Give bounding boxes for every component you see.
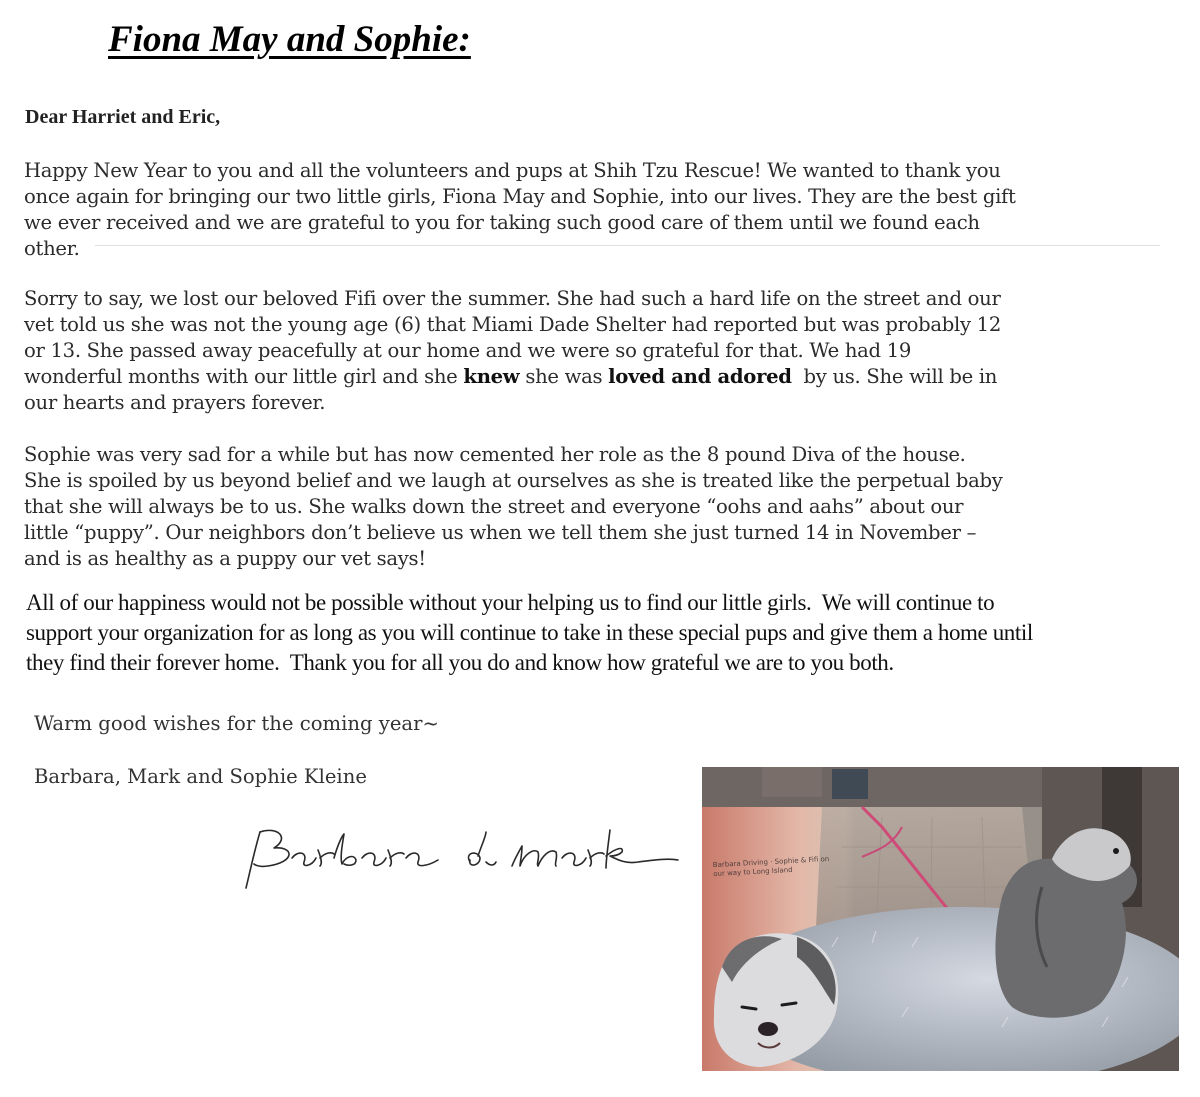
paragraph-sophie [24,442,1003,572]
paragraph-happy-new-year [24,158,1016,262]
text-segment: by us. She will be in [791,365,998,388]
scan-divider [95,245,1160,246]
text-line: other. [24,237,80,260]
letter-greeting: Dear Harriet and Eric, [25,106,221,128]
text-line: they find their forever home. Thank you for all you do and know how grateful we are to you both. [26,650,894,675]
photo-handwritten-note: Barbara Driving · Sophie & Fifi on our way to Long Island [712,855,830,879]
text-segment: wonderful months with our little girl and she [24,365,464,388]
emphasis-knew: knew [463,365,520,388]
text-line: Sophie was very sad for a while but has now cemented her role as the 8 pound Diva of the house. [24,443,966,466]
letter-signoff: Barbara, Mark and Sophie Kleine [34,765,367,788]
text-line [24,364,1001,390]
text-line: She is spoiled by us beyond belief and we laugh at ourselves as she is treated like the perpetual baby [24,469,1003,492]
photo-illustration [702,767,1179,1071]
text-line: support your organization for as long as you will continue to take in these special pups and give them a home until [26,620,1033,645]
dogs-photo [702,767,1179,1071]
handwritten-signature [238,822,688,897]
text-line: Sorry to say, we lost our beloved Fifi over the summer. She had such a hard life on the street and our [24,287,1001,310]
page-title: Fiona May and Sophie: [108,19,471,60]
paragraph-fifi [24,286,1001,416]
text-line: little “puppy”. Our neighbors don’t believe us when we tell them she just turned 14 in November – [24,521,977,544]
text-segment: she was [519,365,609,388]
text-line: once again for bringing our two little girls, Fiona May and Sophie, into our lives. They are the best gift [24,185,1016,208]
letter-closing: Warm good wishes for the coming year~ [34,712,439,735]
text-line: All of our happiness would not be possible without your helping us to find our little girls. We will continue to [26,590,995,615]
emphasis-loved-and-adored: loved and adored [608,365,792,388]
paragraph-thank-you [26,588,1033,678]
text-line: and is as healthy as a puppy our vet says! [24,547,426,570]
text-line: vet told us she was not the young age (6) that Miami Dade Shelter had reported but was probably 12 [24,313,1001,336]
text-line: Happy New Year to you and all the volunteers and pups at Shih Tzu Rescue! We wanted to thank you [24,159,1001,182]
text-line: or 13. She passed away peacefully at our home and we were so grateful for that. We had 19 [24,339,912,362]
text-line: we ever received and we are grateful to you for taking such good care of them until we found each [24,211,980,234]
text-line: that she will always be to us. She walks down the street and everyone “oohs and aahs” about our [24,495,964,518]
text-line: our hearts and prayers forever. [24,391,326,414]
